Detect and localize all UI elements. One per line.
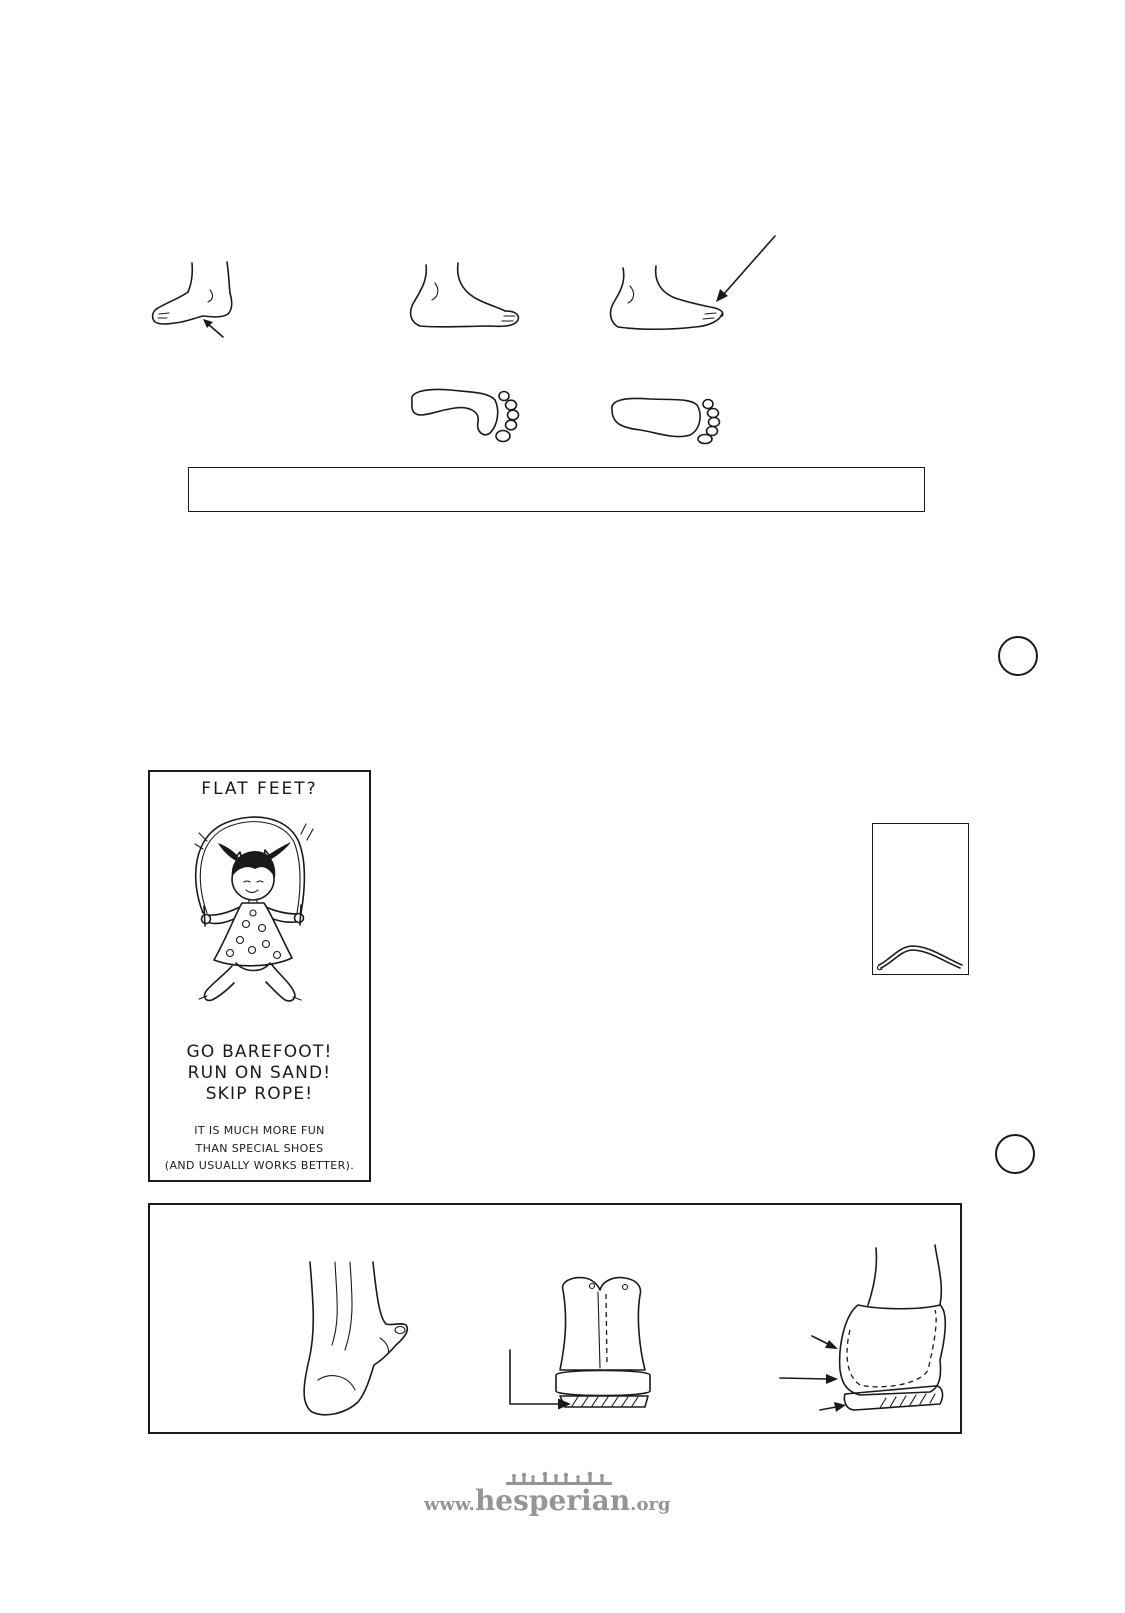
tip-line: SKIP ROPE!: [205, 1084, 314, 1104]
arch-arrow-icon: [203, 319, 223, 337]
foot-rear-view-illustration: [295, 1255, 415, 1420]
circle-marker-1: [998, 636, 1038, 676]
tip-note: [148, 1122, 371, 1175]
tip-line: GO BAREFOOT!: [186, 1042, 333, 1062]
normal-foot-illustration: [400, 255, 530, 335]
caption-box: [188, 467, 925, 512]
tip-note-line: IT IS MUCH MORE FUN: [194, 1124, 325, 1137]
high-arch-footprint-illustration: [400, 383, 525, 445]
footer-name: hesperian: [474, 1484, 631, 1517]
girl-skipping-rope-illustration: [185, 805, 320, 1015]
high-arch-foot-illustration: [140, 255, 250, 350]
shoe-back-view-illustration: [500, 1270, 655, 1415]
tip-note-line: (AND USUALLY WORKS BETTER).: [164, 1159, 355, 1172]
tip-list: [148, 1042, 371, 1105]
shoe-side-view-illustration: [775, 1240, 955, 1420]
tip-box-heading: FLAT FEET?: [201, 779, 318, 799]
footer-prefix: www.: [424, 1494, 475, 1515]
shoe-arrows-icon: [780, 1336, 846, 1412]
flat-footprint-illustration: [600, 390, 725, 445]
circle-marker-2: [995, 1134, 1035, 1174]
footer-website: [424, 1484, 671, 1517]
tip-note-line: THAN SPECIAL SHOES: [195, 1141, 324, 1155]
arch-insert-illustration: [872, 823, 969, 975]
tip-line: RUN ON SAND!: [187, 1063, 332, 1083]
toe-arrow-icon: [716, 236, 775, 302]
footer-suffix: .org: [630, 1494, 671, 1515]
flat-foot-illustration: [600, 228, 785, 338]
